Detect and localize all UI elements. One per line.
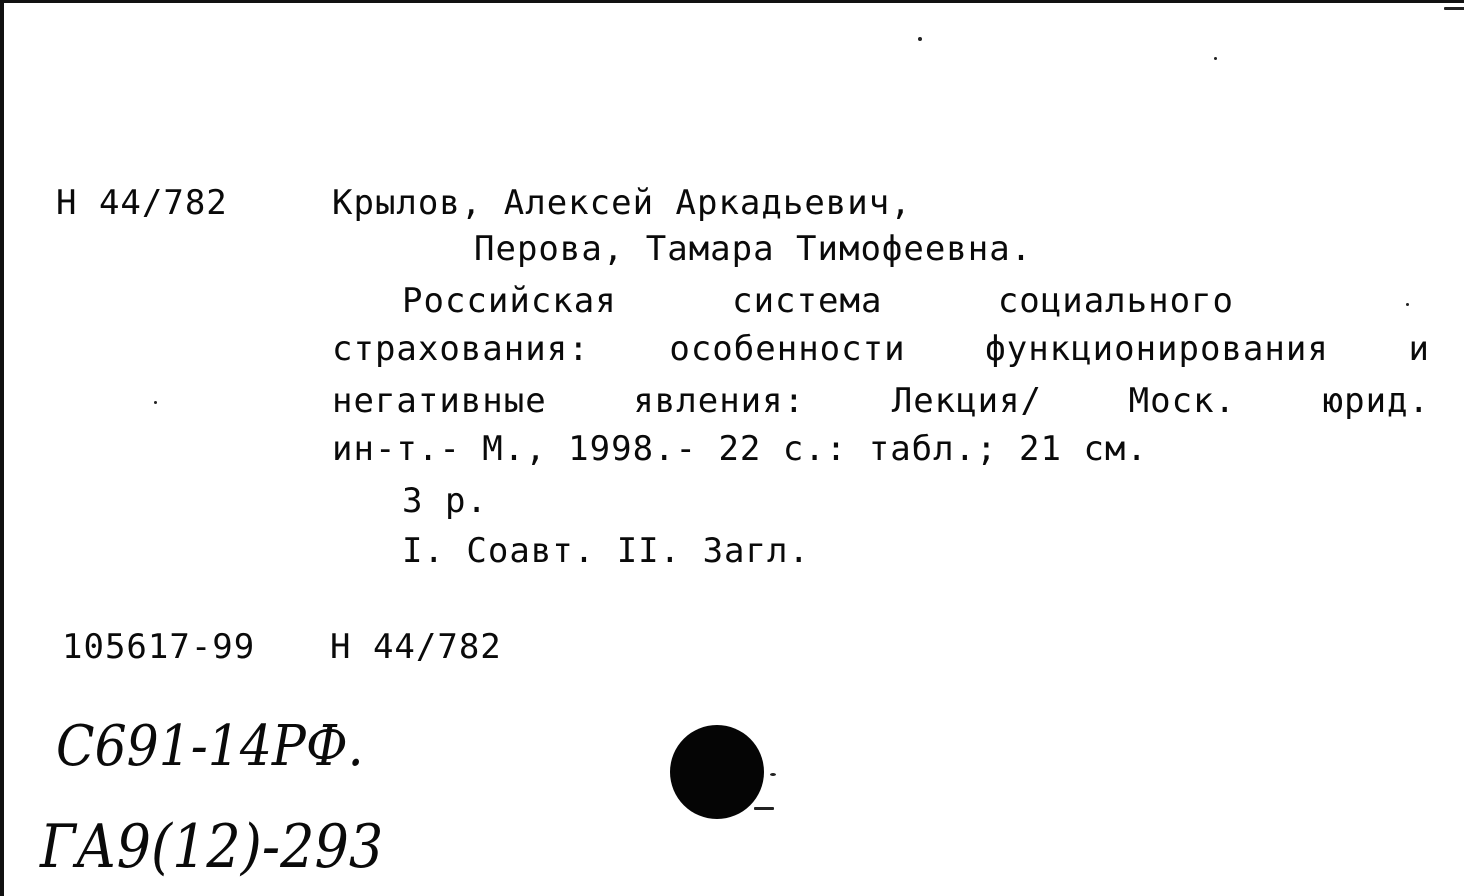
author-line: Крылов, Алексей Аркадьевич, xyxy=(332,183,912,223)
title-line-3: негативные явления: Лекция/ Моск. юрид. xyxy=(332,381,1430,421)
shelfmark-bottom: Н 44/782 xyxy=(330,627,502,667)
price: 3 р. xyxy=(402,481,488,521)
tracings: I. Соавт. II. Загл. xyxy=(402,531,810,571)
speck xyxy=(754,807,774,810)
title-line-1: Российская система социального xyxy=(402,281,1234,321)
speck xyxy=(1444,7,1464,10)
coauthor-line: Перова, Тамара Тимофеевна. xyxy=(474,229,1033,269)
speck xyxy=(1406,303,1409,306)
title-line-2: страхования: особенности функционирования и xyxy=(332,329,1430,369)
inventory-number: 105617-99 xyxy=(62,627,256,667)
speck xyxy=(918,37,922,41)
punch-hole xyxy=(670,725,764,819)
shelfmark: Н 44/782 xyxy=(56,183,228,223)
speck xyxy=(770,773,776,776)
speck xyxy=(1214,57,1217,60)
speck xyxy=(154,401,157,404)
handwritten-note-1: С691-14РФ. xyxy=(56,714,364,779)
title-line-4: ин-т.- М., 1998.- 22 с.: табл.; 21 см. xyxy=(332,429,1148,469)
handwritten-note-2: ГА9(12)-293 xyxy=(40,812,384,882)
